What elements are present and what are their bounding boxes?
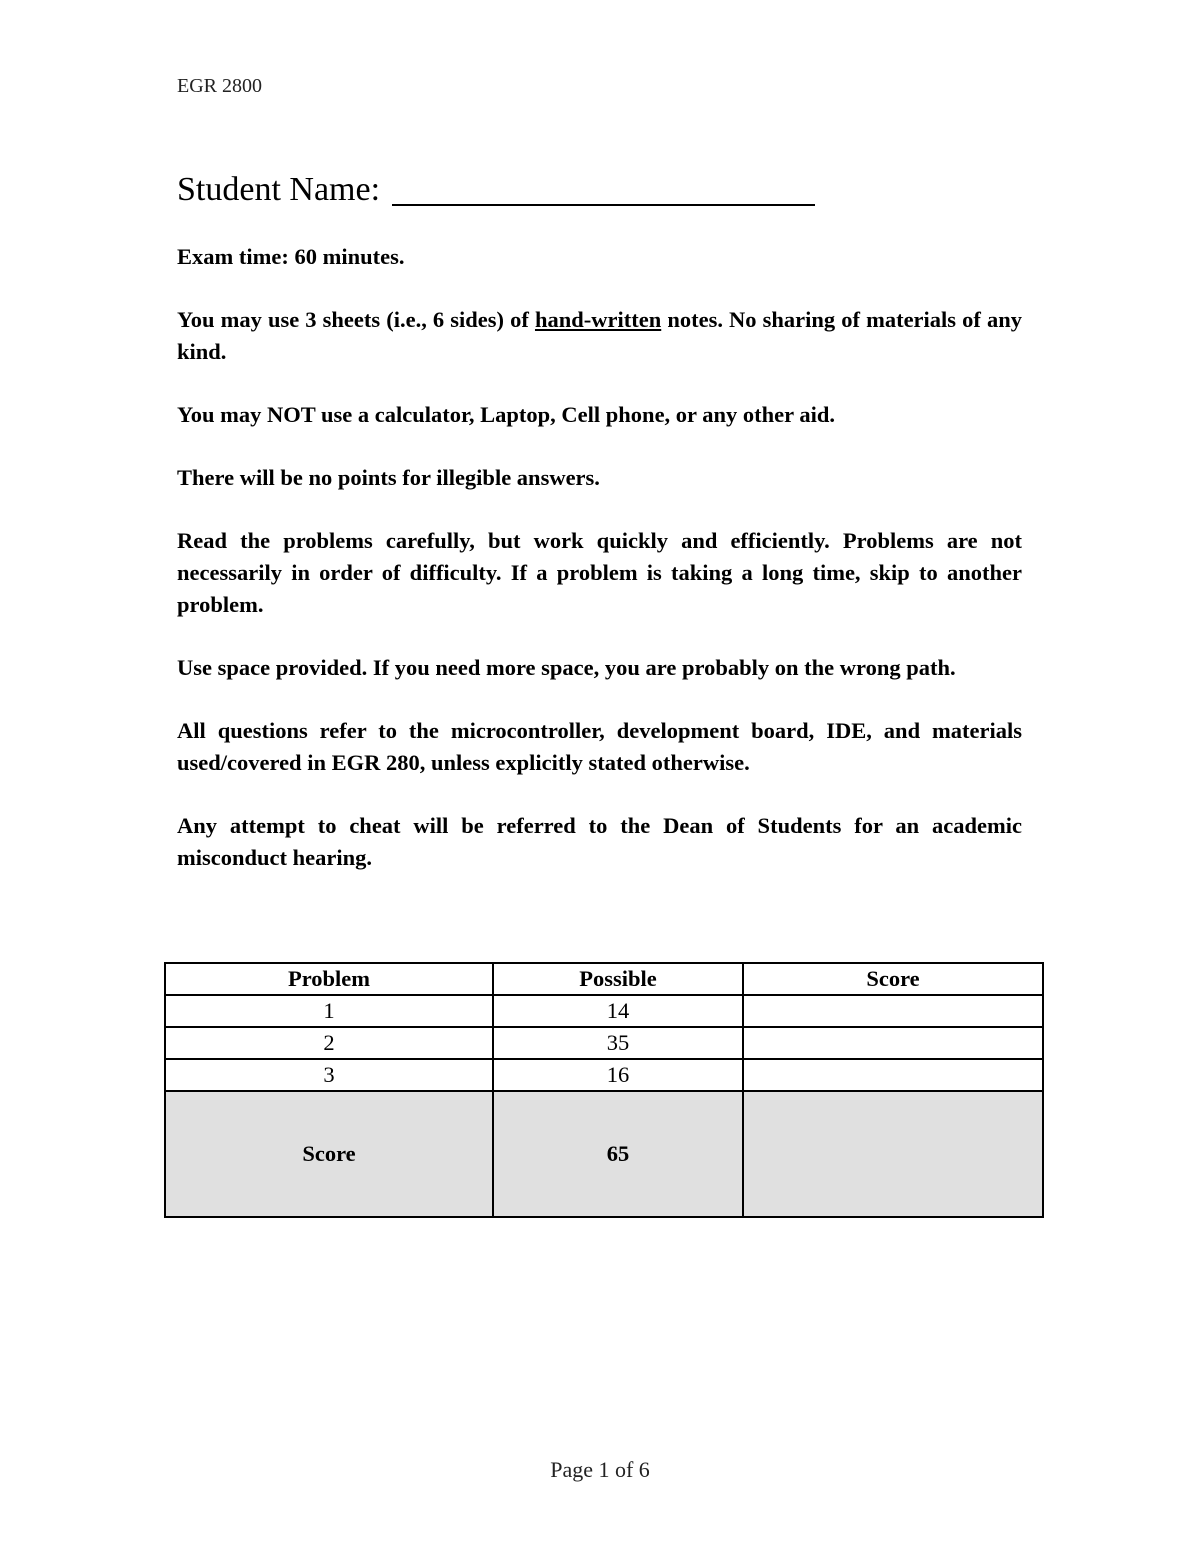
score-table [164, 962, 1044, 1218]
score-cell[interactable] [743, 995, 1043, 1027]
total-score-cell[interactable] [743, 1091, 1043, 1217]
problem-cell: 1 [165, 995, 493, 1027]
header-possible: Possible [493, 963, 743, 995]
exam-instructions [177, 241, 1022, 874]
student-name-line [177, 168, 815, 212]
possible-cell: 35 [493, 1027, 743, 1059]
total-label: Score [165, 1091, 493, 1217]
score-table-header-row [165, 963, 1043, 995]
table-row [165, 1059, 1043, 1091]
course-header: EGR 2800 [177, 75, 262, 97]
header-problem: Problem [165, 963, 493, 995]
total-row [165, 1091, 1043, 1217]
cheat-text: Any attempt to cheat will be referred to the Dean of Students for an academic misconduct hearing. [177, 813, 1022, 870]
possible-cell: 14 [493, 995, 743, 1027]
problem-cell: 2 [165, 1027, 493, 1059]
page-number: Page 1 of 6 [550, 1457, 650, 1482]
notes-policy-underlined: hand-written [534, 307, 662, 332]
table-row [165, 995, 1043, 1027]
student-name-blank [392, 170, 815, 206]
possible-cell: 16 [493, 1059, 743, 1091]
score-cell[interactable] [743, 1027, 1043, 1059]
illegible-text: There will be no points for illegible answers. [177, 465, 600, 490]
read-carefully-text: Read the problems carefully, but work quickly and efficiently. Problems are not necessarily in order of difficulty. If a problem is taking a long time, skip to another problem. [177, 528, 1022, 617]
space-text: Use space provided. If you need more space, you are probably on the wrong path. [177, 655, 956, 680]
refer-text: All questions refer to the microcontroller, development board, IDE, and materials used/covered in EGR 280, unless explicitly stated otherwise. [177, 718, 1022, 775]
notes-policy-before: You may use 3 sheets (i.e., 6 sides) of [177, 307, 535, 332]
score-cell[interactable] [743, 1059, 1043, 1091]
no-aids-text: You may NOT use a calculator, Laptop, Cell phone, or any other aid. [177, 402, 835, 427]
exam-time-text: Exam time: 60 minutes. [177, 244, 405, 269]
notes-policy-after: notes. No sharing of materials of any kind. [177, 307, 1022, 364]
table-row [165, 1027, 1043, 1059]
total-possible: 65 [493, 1091, 743, 1217]
header-score: Score [743, 963, 1043, 995]
problem-cell: 3 [165, 1059, 493, 1091]
notes-policy-text [177, 304, 1022, 368]
student-name-label: Student Name: [177, 171, 381, 208]
